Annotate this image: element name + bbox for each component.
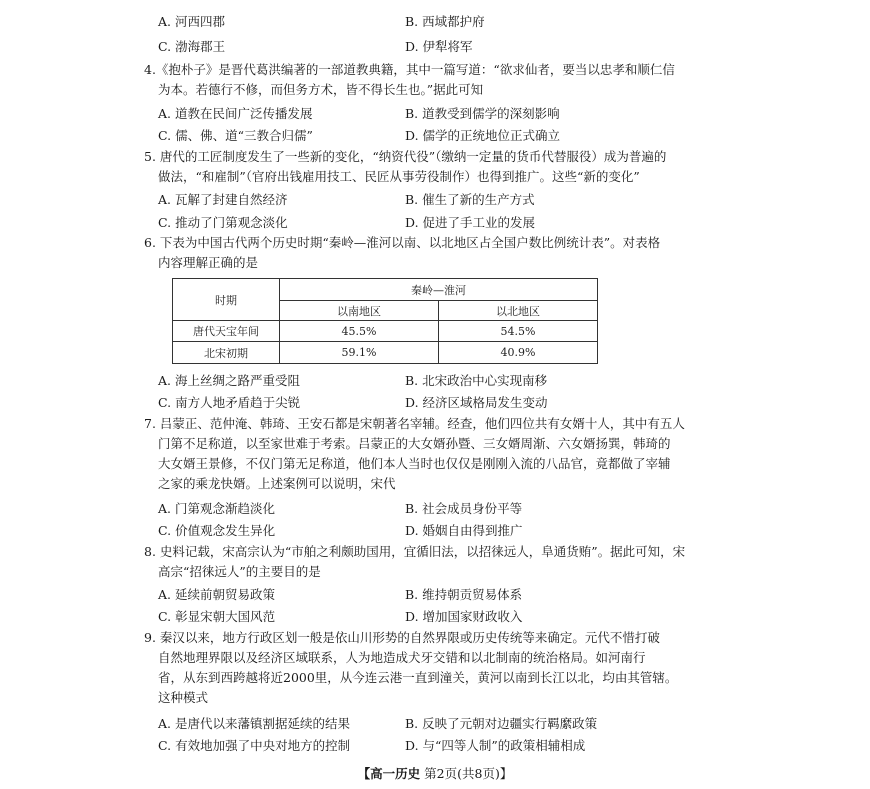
household-ratio-table	[172, 278, 598, 364]
q8-option-a: A. 延续前朝贸易政策	[158, 587, 275, 602]
table-cell-south: 45.5%	[280, 321, 439, 342]
q7-option-c: C. 价值观念发生异化	[158, 523, 276, 538]
table-row	[173, 321, 598, 342]
q9-stem-line4: 这种模式	[158, 690, 209, 705]
q9-stem-line2: 自然地理界限以及经济区域联系，人为地造成犬牙交错和以北制南的统治格局。如河南行	[158, 650, 646, 665]
q6-stem-line1: 6. 下表为中国古代两个历史时期“秦岭—淮河以南、以北地区占全国户数比例统计表”。对表格	[144, 235, 661, 250]
table-cell-north: 40.9%	[439, 342, 598, 364]
q7-option-a: A. 门第观念渐趋淡化	[158, 501, 275, 516]
q3-option-b: B. 西域都护府	[405, 14, 485, 29]
q9-stem	[144, 628, 678, 708]
q9-option-b: B. 反映了元朝对边疆实行羁縻政策	[405, 716, 598, 731]
q8-stem-line1: 8. 史料记载，宋高宗认为“市舶之利颇助国用，宜循旧法，以招徕远人，阜通货贿”。据此可知，宋	[144, 544, 686, 559]
q5-stem-line2: 做法，“和雇制”（官府出钱雇用技工、民匠从事劳役制作）也得到推广。这些“新的变化”	[158, 169, 640, 184]
q6-option-c: C. 南方人地矛盾趋于尖锐	[158, 395, 301, 410]
q8-option-b: B. 维持朝贡贸易体系	[405, 587, 523, 602]
q7-stem	[144, 414, 685, 494]
table-row	[173, 342, 598, 364]
q6-stem	[144, 233, 661, 273]
q4-option-d: D. 儒学的正统地位正式确立	[405, 128, 561, 143]
q5-stem-line1: 5. 唐代的工匠制度发生了一些新的变化，“纳资代役”（缴纳一定量的货币代替服役）成为普遍的	[144, 149, 667, 164]
q9-option-a: A. 是唐代以来藩镇割据延续的结果	[158, 716, 350, 731]
q5-stem	[144, 147, 667, 187]
q8-option-c: C. 彰显宋朝大国风范	[158, 609, 276, 624]
q6-option-a: A. 海上丝绸之路严重受阻	[158, 373, 300, 388]
q5-option-c: C. 推动了门第观念淡化	[158, 215, 288, 230]
table-header-group: 秦岭—淮河	[280, 279, 598, 301]
table-cell-period: 北宋初期	[173, 342, 280, 364]
q4-option-b: B. 道教受到儒学的深刻影响	[405, 106, 560, 121]
q8-stem-line2: 高宗“招徕远人”的主要目的是	[158, 564, 321, 579]
q4-stem-line1: 4.《抱朴子》是晋代葛洪编著的一部道教典籍，其中一篇写道：“欲求仙者，要当以忠孝和顺仁信	[144, 62, 675, 77]
table-cell-south: 59.1%	[280, 342, 439, 364]
q7-option-b: B. 社会成员身份平等	[405, 501, 523, 516]
q4-option-a: A. 道教在民间广泛传播发展	[158, 106, 313, 121]
q5-option-d: D. 促进了手工业的发展	[405, 215, 536, 230]
page-footer	[0, 764, 870, 782]
table-cell-north: 54.5%	[439, 321, 598, 342]
q7-stem-line2: 门第不足称道，以至家世难于考索。吕蒙正的大女婿孙暨、三女婿周渐、六女婿扬巽，韩琦的	[158, 436, 671, 451]
q7-stem-line3: 大女婿王景修，不仅门第无足称道，他们本人当时也仅仅是刚刚入流的八品官，竟都做了宰辅	[158, 456, 671, 471]
q4-stem	[144, 60, 675, 100]
q9-option-c: C. 有效地加强了中央对地方的控制	[158, 738, 351, 753]
q9-stem-line1: 9. 秦汉以来，地方行政区划一般是依山川形势的自然界限或历史传统等来确定。元代不惜打破	[144, 630, 660, 645]
q3-options	[158, 12, 678, 32]
table-header-south: 以南地区	[280, 301, 439, 321]
q4-option-c: C. 儒、佛、道“三教合归儒”	[158, 128, 313, 143]
q4-stem-line2: 为本。若德行不修，而但务方术，皆不得长生也。”据此可知	[158, 82, 484, 97]
q5-option-b: B. 催生了新的生产方式	[405, 192, 535, 207]
q8-option-d: D. 增加国家财政收入	[405, 609, 523, 624]
q9-option-d: D. 与“四等人制”的政策相辅相成	[405, 738, 586, 753]
q8-stem	[144, 542, 686, 582]
q9-stem-line3: 省，从东到西跨越将近2000里，从今连云港一直到潼关，黄河以南到长江以北，均由其管辖。	[158, 670, 678, 685]
q6-stem-line2: 内容理解正确的是	[158, 255, 259, 270]
q5-option-a: A. 瓦解了封建自然经济	[158, 192, 288, 207]
footer-subject: 【高一历史	[357, 766, 421, 781]
q3-option-d: D. 伊犁将军	[405, 39, 473, 54]
footer-page-number: 第2页(共8页)】	[424, 766, 513, 781]
table-cell-period: 唐代天宝年间	[173, 321, 280, 342]
q3-option-a: A. 河西四郡	[158, 14, 225, 29]
table-header-period: 时期	[173, 279, 280, 321]
table-header-north: 以北地区	[439, 301, 598, 321]
q3-option-c: C. 渤海郡王	[158, 39, 226, 54]
q7-option-d: D. 婚姻自由得到推广	[405, 523, 523, 538]
q7-stem-line1: 7. 吕蒙正、范仲淹、韩琦、王安石都是宋朝著名宰辅。经查，他们四位共有女婿十人，其中有五人	[144, 416, 685, 431]
q6-option-b: B. 北宋政治中心实现南移	[405, 373, 548, 388]
q7-stem-line4: 之家的乘龙快婿。上述案例可以说明，宋代	[158, 476, 396, 491]
q6-option-d: D. 经济区域格局发生变动	[405, 395, 548, 410]
